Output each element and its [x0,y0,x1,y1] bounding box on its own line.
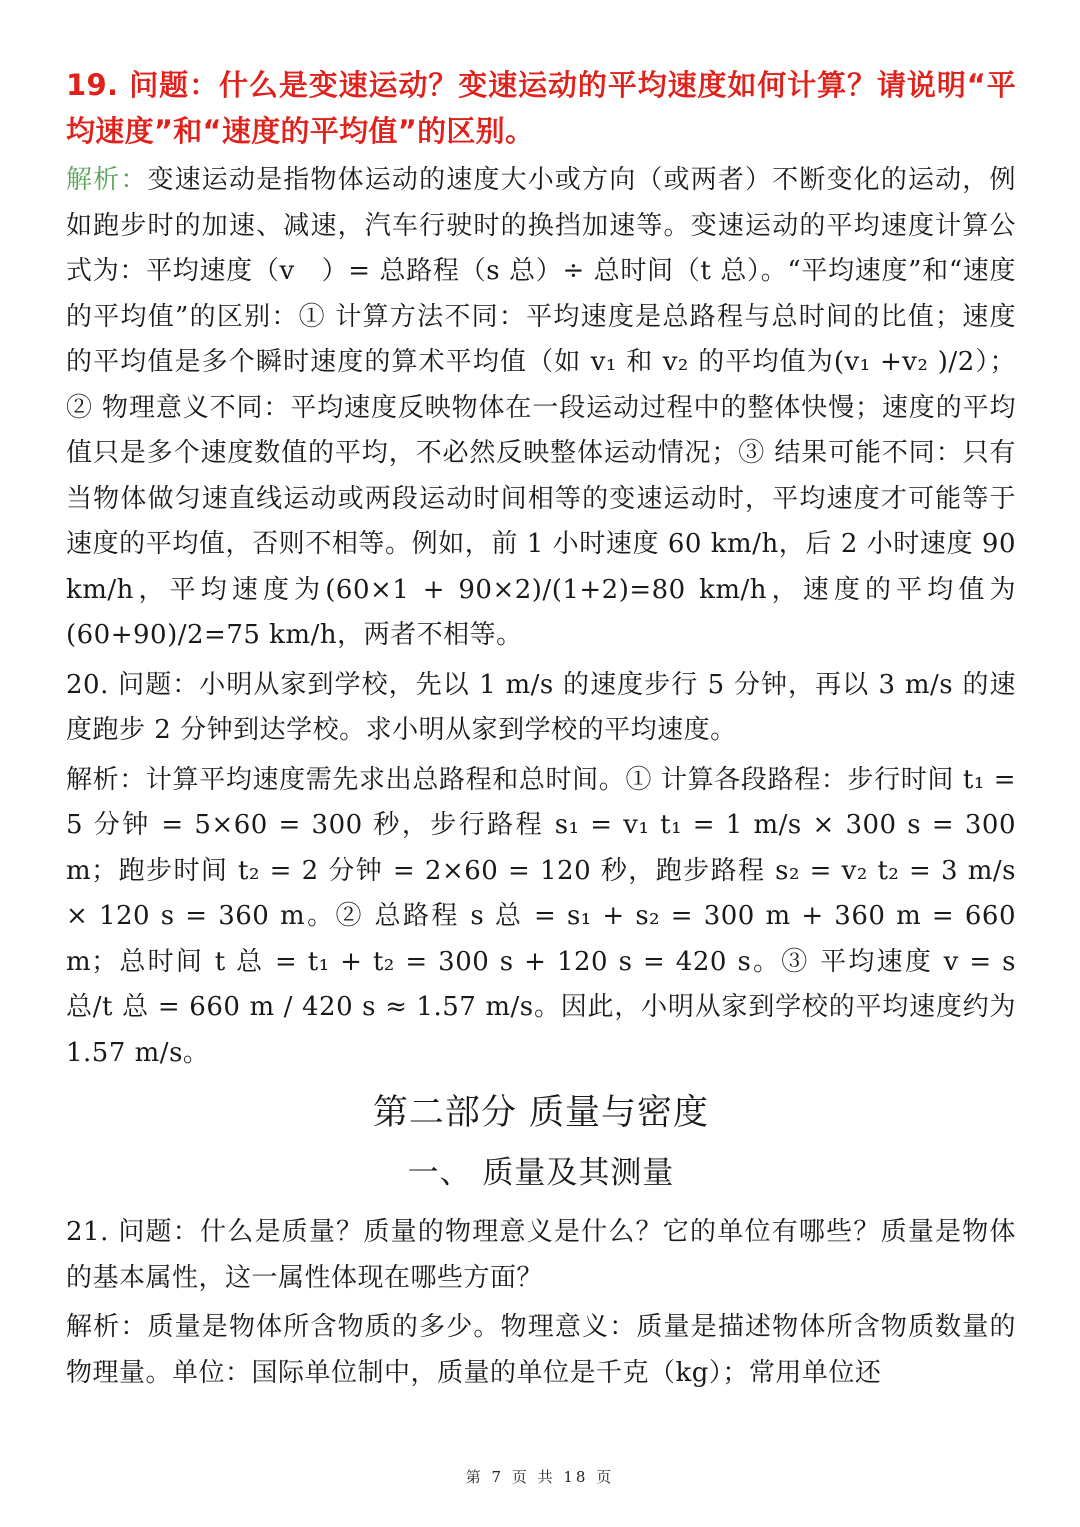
section-title: 第二部分 质量与密度 [372,1093,710,1133]
question-19-title: 19. 问题：什么是变速运动？变速运动的平均速度如何计算？请说明“平均速度”和“速度的平均值”的区别。 [66,68,1016,148]
question-20-text: 20. 问题：小明从家到学校，先以 1 m/s 的速度步行 5 分钟，再以 3 m/s 的速度跑步 2 分钟到达学校。求小明从家到学校的平均速度。 [66,669,1016,745]
document-page [66,62,1016,1396]
analysis-label: 解析： [66,165,148,195]
question-19-analysis [66,158,1016,659]
question-21-text: 21. 问题：什么是质量？质量的物理意义是什么？它的单位有哪些？质量是物体的基本属性，这一属性体现在哪些方面？ [66,1217,1016,1293]
question-21-analysis: 解析：质量是物体所含物质的多少。物理意义：质量是描述物体所含物质数量的物理量。单位：国际单位制中，质量的单位是千克（kg）；常用单位还 [66,1312,1016,1388]
question-19-analysis-text: 变速运动是指物体运动的速度大小或方向（或两者）不断变化的运动，例如跑步时的加速、减速，汽车行驶时的换挡加速等。变速运动的平均速度计算公式为：平均速度（v ）= 总路程（s 总）÷ 总时间（t 总）。“平均速度”和“速度的平均值”的区别：① 计算方法不同：平均速度是总路程与总时间的比值；速度的平均值是多个瞬时速度的算术平均值（如 v₁ 和 v₂ 的平均值为(v₁ +v₂ )/2）；② 物理意义不同：平均速度反映物体在一段运动过程中的整体快慢；速度的平均值只是多个速度数值的平均，不必然反映整体运动情况；③ 结果可能不同：只有当物体做匀速直线运动或两段运动时间相等的变速运动时，平均速度才可能等于速度的平均值，否则不相等。例如，前 1 小时速度 60 km/h，后 2 小时速度 90 km/h，平均速度为(60×1 + 90×2)/(1+2)=80 km/h，速度的平均值为(60+90)/2=75 km/h，两者不相等。 [66,165,1016,650]
page-number-footer: 第 7 页 共 18 页 [465,1468,615,1486]
question-20-analysis: 解析：计算平均速度需先求出总路程和总时间。① 计算各段路程：步行时间 t₁ = 5 分钟 = 5×60 = 300 秒，步行路程 s₁ = v₁ t₁ = 1 m/s × 300 s = 300 m；跑步时间 t₂ = 2 分钟 = 2×60 = 120 秒，跑步路程 s₂ = v₂ t₂ = 3 m/s × 120 s = 360 m。② 总路程 s 总 = s₁ + s₂ = 300 m + 360 m = 660 m；总时间 t 总 = t₁ + t₂ = 300 s + 120 s = 420 s。③ 平均速度 v = s 总/t 总 = 660 m / 420 s ≈ 1.57 m/s。因此，小明从家到学校的平均速度约为 1.57 m/s。 [66,764,1016,1068]
subsection-title: 一、 质量及其测量 [407,1155,675,1191]
